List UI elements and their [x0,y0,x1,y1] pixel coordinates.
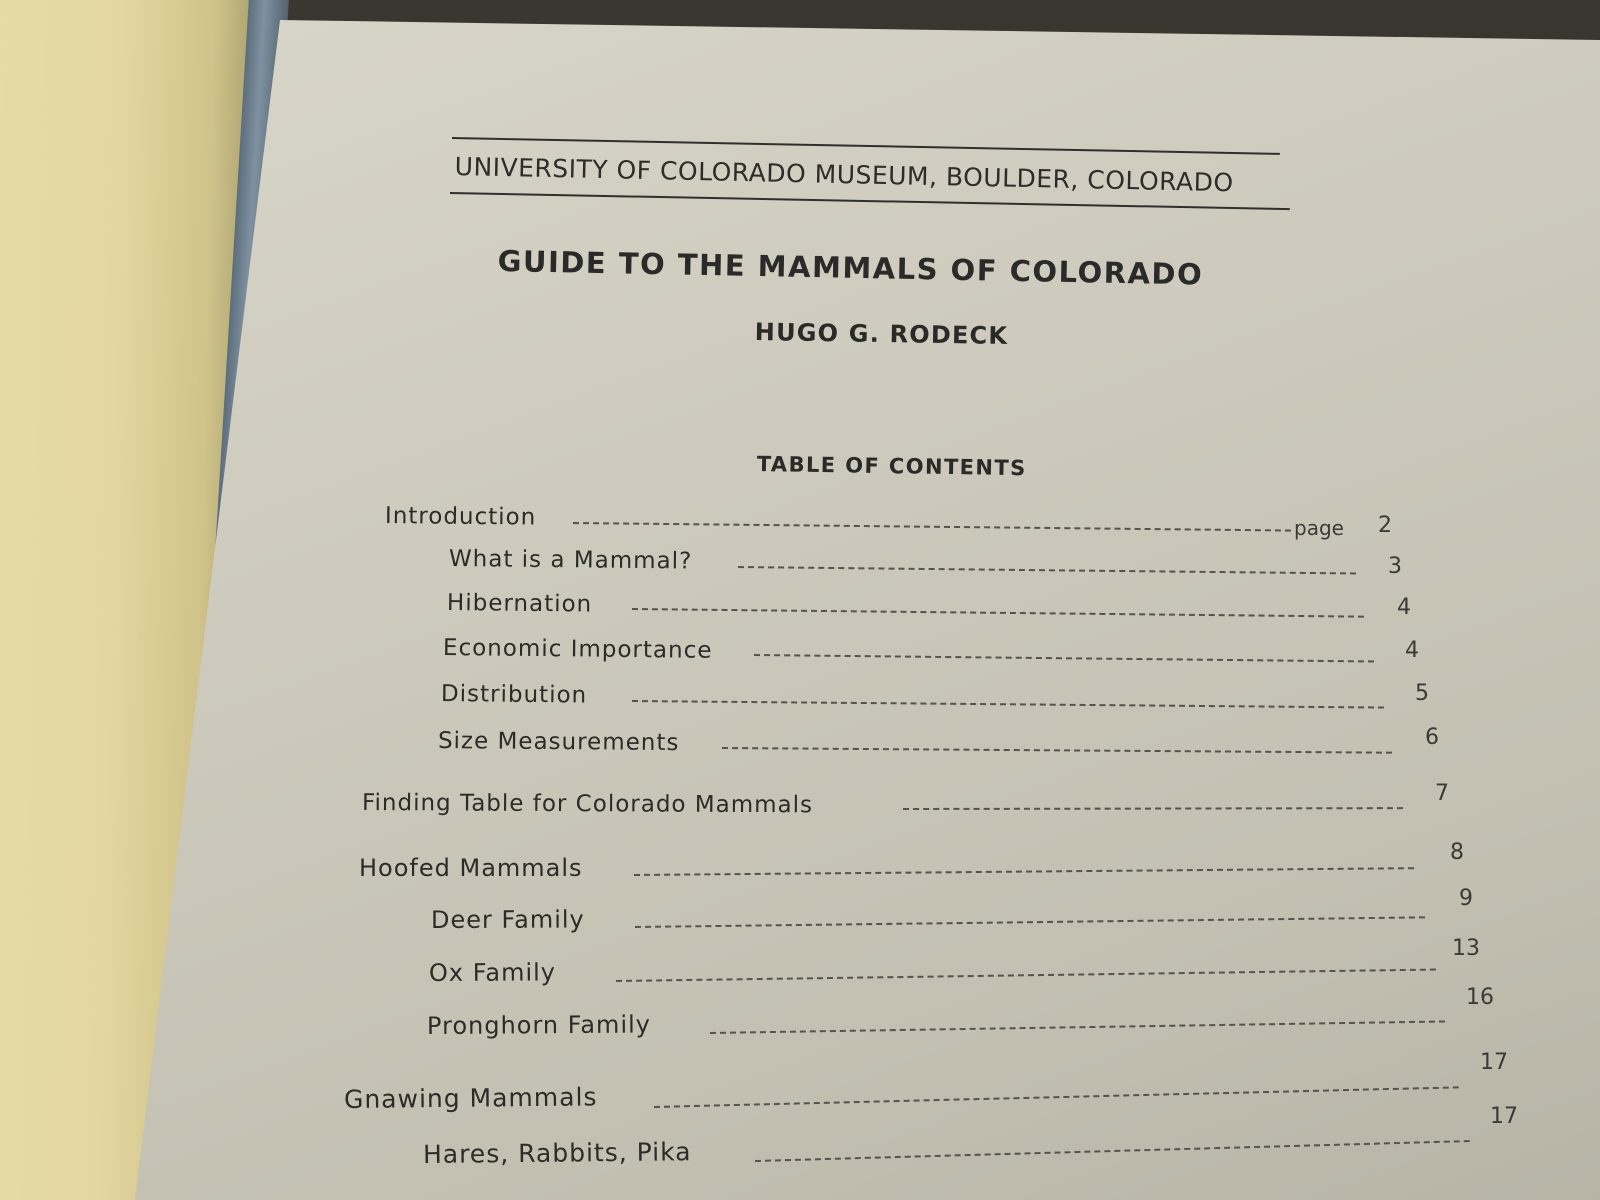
toc-page-number: 4 [1397,595,1411,620]
toc-entry-distribution: Distribution [440,681,588,709]
author-name: HUGO G. RODECK [754,318,1009,350]
toc-leader [710,1020,1445,1034]
toc-leader [635,916,1425,928]
toc-leader [754,654,1374,662]
toc-leader [634,867,1414,876]
toc-page-number: 6 [1425,725,1439,750]
toc-entry-hares-rabbits-pika: Hares, Rabbits, Pika [422,1137,692,1169]
toc-leader [903,807,1403,810]
toc-leader [573,522,1291,532]
toc-leader [616,969,1436,982]
toc-page-number: 7 [1435,781,1449,806]
toc-entry-gnawing-mammals: Gnawing Mammals [343,1082,598,1114]
toc-page-number: 5 [1415,681,1429,706]
toc-entry-what-is-a-mammal: What is a Mammal? [448,546,693,575]
toc-page-number: 4 [1405,638,1419,663]
toc-entry-economic-importance: Economic Importance [442,635,713,664]
toc-page-number: 2 [1378,513,1392,538]
toc-entry-deer-family: Deer Family [430,905,585,934]
toc-leader [722,747,1392,754]
toc-page-number: 8 [1450,840,1464,865]
toc-page-number: 17 [1490,1104,1518,1129]
toc-leader [654,1086,1459,1108]
museum-header: UNIVERSITY OF COLORADO MUSEUM, BOULDER, COLORADO [454,152,1234,198]
toc-leader [632,700,1384,709]
toc-page-number: 9 [1459,886,1473,911]
toc-leader [632,608,1364,618]
toc-entry-introduction: Introduction [384,503,537,531]
toc-page-label: page [1294,516,1344,540]
toc-heading: TABLE OF CONTENTS [756,452,1027,481]
toc-entry-hoofed-mammals: Hoofed Mammals [359,854,583,882]
toc-leader [755,1140,1470,1162]
toc-entry-size-measurements: Size Measurements [437,728,680,757]
toc-page-number: 16 [1466,985,1494,1010]
toc-entry-finding-table: Finding Table for Colorado Mammals [361,790,814,819]
toc-page-number: 3 [1388,554,1402,579]
toc-page-number: 17 [1480,1050,1508,1075]
toc-entry-pronghorn-family: Pronghorn Family [426,1010,652,1040]
toc-leader [738,566,1356,574]
page-title: GUIDE TO THE MAMMALS OF COLORADO [497,244,1204,292]
header-top-rule [452,137,1280,155]
toc-entry-ox-family: Ox Family [428,958,557,987]
toc-page-number: 13 [1452,936,1480,961]
toc-entry-hibernation: Hibernation [446,590,593,618]
